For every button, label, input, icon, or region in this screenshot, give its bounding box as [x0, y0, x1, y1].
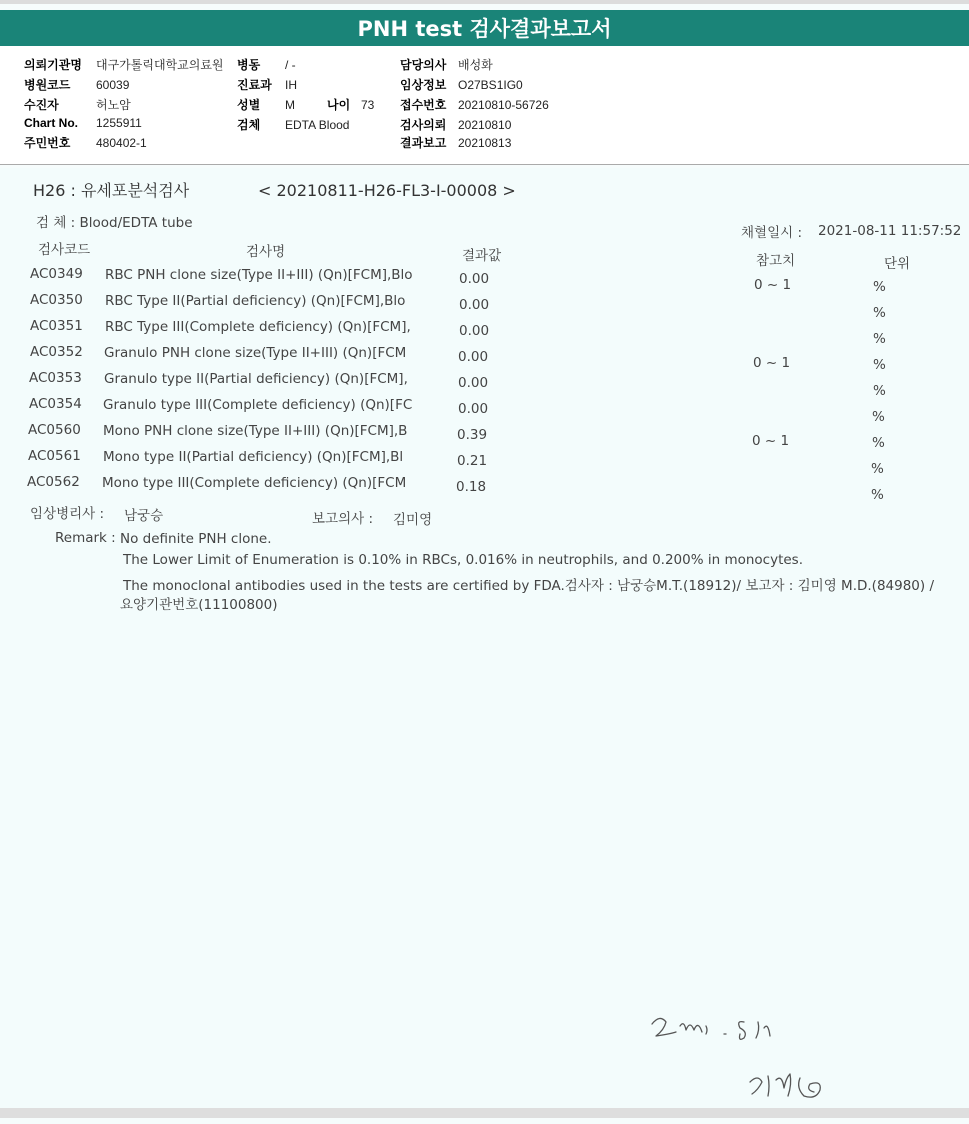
row-reference: 0 ~ 1: [753, 355, 791, 371]
field-patient-name: 수진자 허노암: [24, 98, 131, 112]
row-code: AC0560: [28, 422, 81, 438]
report-id: < 20210811-H26-FL3-I-00008 >: [258, 181, 516, 200]
field-institution: 의뢰기관명 대구가톨릭대학교의료원: [24, 58, 224, 72]
table-row: [0, 396, 969, 425]
row-result: 0.18: [456, 479, 487, 495]
remark-line: 요양기관번호(11100800): [120, 597, 278, 613]
row-result: 0.00: [459, 323, 490, 339]
row-code: AC0349: [30, 266, 83, 282]
bottom-border: [0, 1108, 969, 1118]
row-code: AC0561: [28, 448, 81, 464]
row-name: Mono type II(Partial deficiency) (Qn)[FCM],Bl: [103, 449, 404, 465]
top-border: [0, 0, 969, 4]
handwritten-signature: [640, 1004, 870, 1124]
row-result: 0.00: [459, 271, 490, 287]
column-header-reference: 참고치: [756, 253, 796, 269]
row-unit: %: [873, 357, 886, 373]
row-code: AC0351: [30, 318, 83, 334]
field-hospital-code: 병원코드 60039: [24, 78, 130, 92]
row-name: RBC Type II(Partial deficiency) (Qn)[FCM],Blo: [105, 293, 406, 309]
table-row: [0, 318, 969, 347]
row-name: Granulo PNH clone size(Type II+III) (Qn)[FCM: [104, 345, 407, 361]
pathologist-name: 남궁승: [124, 508, 164, 524]
row-code: AC0352: [30, 344, 83, 360]
row-result: 0.21: [457, 453, 488, 469]
field-report-date: 결과보고 20210813: [400, 136, 512, 150]
row-unit: %: [871, 461, 884, 477]
row-unit: %: [873, 305, 886, 321]
row-name: Granulo type II(Partial deficiency) (Qn)[FCM],: [104, 371, 408, 387]
table-row: [0, 292, 969, 321]
row-name: RBC Type III(Complete deficiency) (Qn)[FCM],: [105, 319, 411, 335]
field-ward: 병동 / -: [237, 58, 296, 72]
row-code: AC0354: [29, 396, 82, 412]
field-receipt-number: 접수번호 20210810-56726: [400, 98, 549, 112]
row-unit: %: [873, 383, 886, 399]
row-unit: %: [871, 487, 884, 503]
field-request-date: 검사의뢰 20210810: [400, 118, 512, 132]
row-code: AC0353: [29, 370, 82, 386]
row-reference: 0 ~ 1: [752, 433, 790, 449]
field-specimen: 검체 EDTA Blood: [237, 118, 350, 132]
row-reference: 0 ~ 1: [754, 277, 792, 293]
column-header-result: 결과값: [462, 248, 502, 264]
row-code: AC0350: [30, 292, 83, 308]
row-name: Mono PNH clone size(Type II+III) (Qn)[FCM],B: [103, 423, 408, 439]
row-result: 0.00: [458, 375, 489, 391]
patient-info-header: [0, 46, 969, 165]
remark-label: Remark :: [55, 530, 116, 546]
table-row: [0, 344, 969, 373]
row-unit: %: [872, 435, 885, 451]
collection-datetime: 2021-08-11 11:57:52: [818, 223, 962, 239]
row-unit: %: [873, 279, 886, 295]
pathologist-label: 임상병리사 :: [30, 506, 105, 522]
table-row: [0, 370, 969, 399]
row-name: Mono type III(Complete deficiency) (Qn)[FCM: [102, 475, 407, 491]
test-title: H26 : 유세포분석검사: [33, 181, 190, 200]
row-result: 0.00: [458, 401, 489, 417]
row-code: AC0562: [27, 474, 80, 490]
field-department: 진료과 IH: [237, 78, 297, 92]
row-name: Granulo type III(Complete deficiency) (Qn)[FC: [103, 397, 413, 413]
column-header-code: 검사코드: [38, 242, 91, 258]
field-resident-number: 주민번호 480402-1: [24, 136, 147, 150]
column-header-name: 검사명: [246, 244, 286, 260]
field-sex: 성별 M: [237, 98, 295, 112]
table-row: [0, 448, 969, 477]
report-body: [0, 168, 969, 1108]
field-age: 나이 73: [327, 98, 375, 112]
field-doctor: 담당의사 배성화: [400, 58, 493, 72]
row-unit: %: [872, 409, 885, 425]
row-result: 0.00: [459, 297, 490, 313]
remark-line: No definite PNH clone.: [120, 531, 272, 547]
row-result: 0.00: [458, 349, 489, 365]
column-header-unit: 단위: [884, 256, 911, 272]
remark-line: The monoclonal antibodies used in the tests are certified by FDA.검사자 : 남궁승M.T.(18912)/ 보고자 : 김미영 M.D.(84980) /: [123, 578, 934, 594]
remark-line: The Lower Limit of Enumeration is 0.10% in RBCs, 0.016% in neutrophils, and 0.200% in monocytes.: [123, 552, 804, 568]
physician-name: 김미영: [393, 512, 433, 528]
table-row: [0, 266, 969, 295]
field-clinical-info: 임상정보 O27BS1IG0: [400, 78, 523, 92]
collection-label: 채혈일시 :: [741, 225, 803, 241]
row-name: RBC PNH clone size(Type II+III) (Qn)[FCM],Blo: [105, 267, 413, 283]
table-row: [0, 474, 969, 503]
table-row: [0, 422, 969, 451]
row-unit: %: [873, 331, 886, 347]
physician-label: 보고의사 :: [312, 511, 374, 527]
row-result: 0.39: [457, 427, 488, 443]
field-chart-number: Chart No. 1255911: [24, 116, 142, 130]
report-title: PNH test 검사결과보고서: [0, 10, 969, 46]
specimen-label: 검 체 : Blood/EDTA tube: [36, 215, 193, 231]
